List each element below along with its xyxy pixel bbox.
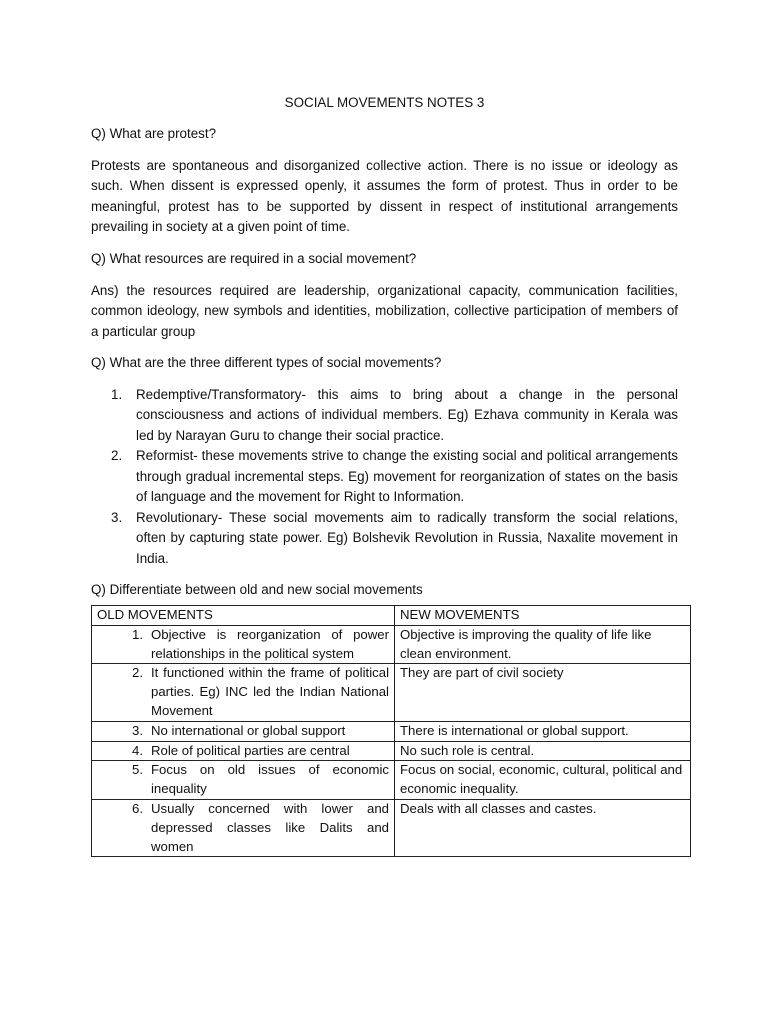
list-item bbox=[91, 385, 678, 447]
old-movement-cell: Usually concerned with lower and depressed classes like Dalits and women bbox=[151, 801, 389, 854]
list-item bbox=[91, 508, 678, 570]
row-number: 4. bbox=[132, 742, 143, 758]
new-movement-cell: There is international or global support. bbox=[395, 721, 691, 741]
list-item-text: Revolutionary- These social movements aim to radically transform the social relations, often by capturing state power. Eg) Bolshevik Revolution in Russia, Naxalite movement in India. bbox=[136, 509, 678, 566]
table-row bbox=[92, 625, 691, 664]
old-movement-cell: No international or global support bbox=[151, 722, 346, 738]
comparison-table bbox=[91, 605, 691, 857]
question-4: Q) Differentiate between old and new social movements bbox=[91, 582, 423, 598]
question-2: Q) What resources are required in a social movement? bbox=[91, 250, 417, 266]
question-3: Q) What are the three different types of social movements? bbox=[91, 355, 442, 371]
list-item bbox=[91, 446, 678, 508]
table-row bbox=[92, 664, 691, 721]
table-header-row bbox=[92, 606, 691, 626]
new-movement-cell: Deals with all classes and castes. bbox=[395, 800, 691, 857]
document-title: SOCIAL MOVEMENTS NOTES 3 bbox=[284, 95, 485, 110]
new-movement-cell: They are part of civil society bbox=[395, 664, 691, 721]
table-row bbox=[92, 741, 691, 761]
row-number: 5. bbox=[132, 762, 143, 778]
question-1: Q) What are protest? bbox=[91, 126, 217, 141]
new-movement-cell: Objective is improving the quality of life like clean environment. bbox=[395, 625, 691, 664]
new-movement-cell: Focus on social, economic, cultural, political and economic inequality. bbox=[395, 761, 691, 800]
list-item-number: 2. bbox=[111, 448, 123, 464]
old-movement-cell: Focus on old issues of economic inequality bbox=[151, 762, 389, 797]
answer-2: Ans) the resources required are leadership, organizational capacity, communication facilities, common ideology, new symbols and identities, mobilization, collective participation of members of a particular group bbox=[91, 282, 678, 339]
old-movement-cell: Role of political parties are central bbox=[151, 742, 350, 758]
header-old-movements: OLD MOVEMENTS bbox=[92, 606, 395, 626]
answer-1: Protests are spontaneous and disorganized collective action. There is no issue or ideology as such. When dissent is expressed openly, it assumes the form of protest. Thus in order to be meaningful, protest has to be supported by dissent in respect of institutional arrangements prevailing in society at a given point of time. bbox=[91, 157, 678, 235]
table-row bbox=[92, 761, 691, 800]
list-item-number: 3. bbox=[111, 509, 123, 525]
header-new-movements: NEW MOVEMENTS bbox=[395, 606, 691, 626]
list-item-number: 1. bbox=[111, 386, 123, 402]
row-number: 3. bbox=[132, 722, 143, 738]
list-item-text: Reformist- these movements strive to change the existing social and political arrangements through gradual incremental steps. Eg) movement for reorganization of states on the basis of language and the movement for Right to Information. bbox=[136, 448, 678, 505]
list-item-text: Redemptive/Transformatory- this aims to bring about a change in the personal consciousness and actions of individual members. Eg) Ezhava community in Kerala was led by Narayan Guru to change their social practice. bbox=[136, 386, 678, 443]
row-number: 2. bbox=[132, 665, 143, 681]
new-movement-cell: No such role is central. bbox=[395, 741, 691, 761]
row-number: 1. bbox=[132, 626, 143, 642]
table-row bbox=[92, 721, 691, 741]
movement-types-list bbox=[91, 385, 678, 570]
old-movement-cell: It functioned within the frame of political parties. Eg) INC led the Indian National Movement bbox=[151, 665, 389, 719]
old-movement-cell: Objective is reorganization of power relationships in the political system bbox=[151, 626, 389, 661]
row-number: 6. bbox=[132, 801, 143, 816]
table-row bbox=[92, 800, 691, 857]
